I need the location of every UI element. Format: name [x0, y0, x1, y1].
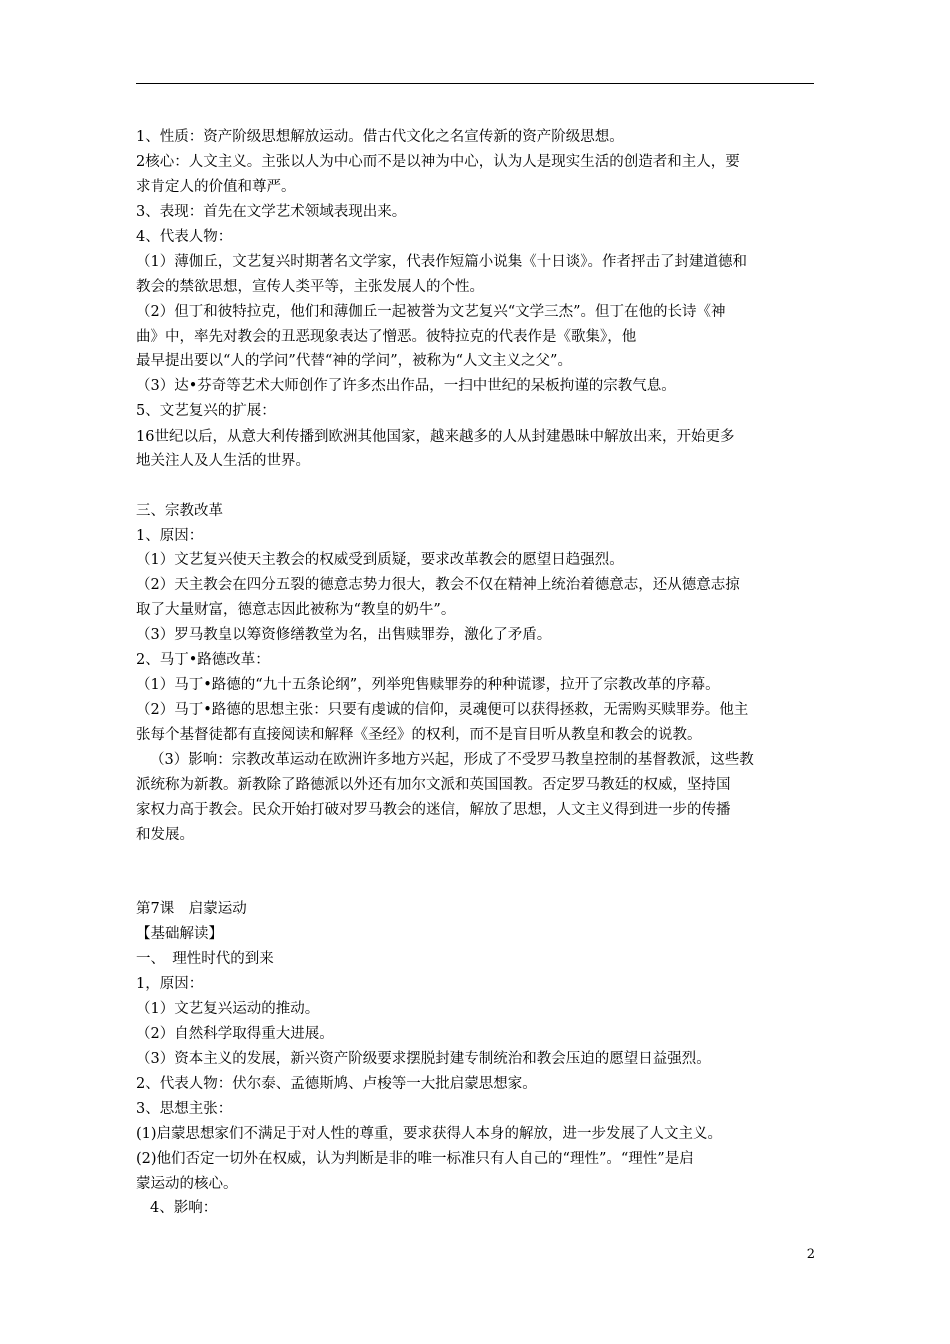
text-line: 1，原因： [136, 976, 204, 992]
text-line: 2、代表人物：伏尔泰、孟德斯鸠、卢梭等一大批启蒙思想家。 [136, 1076, 537, 1092]
text-line: 和发展。 [136, 827, 194, 843]
text-line: 2核心：人文主义。主张以人为中心而不是以神为中心，认为人是现实生活的创造者和主人，要 [136, 154, 740, 170]
text-line: 16世纪以后，从意大利传播到欧洲其他国家，越来越多的人从封建愚昧中解放出来，开始更多 [136, 429, 735, 445]
text-line: （2）天主教会在四分五裂的德意志势力很大，教会不仅在精神上统治着德意志，还从德意志掠 [136, 577, 740, 593]
text-line: 1、原因： [136, 528, 204, 544]
page-number: 2 [806, 1247, 815, 1262]
section-heading: 一、 理性时代的到来 [136, 951, 274, 967]
text-line: (2)他们否定一切外在权威，认为判断是非的唯一标准只有人自己的“理性”。“理性”是启 [136, 1151, 694, 1167]
text-line: 最早提出要以“人的学问”代替“神的学问”，被称为“人文主义之父”。 [136, 353, 572, 369]
text-line: 4、影响： [150, 1200, 218, 1216]
text-line: 3、表现：首先在文学艺术领域表现出来。 [136, 204, 407, 220]
header-rule [136, 83, 814, 84]
text-line: 地关注人及人生活的世界。 [136, 453, 310, 469]
text-line: 5、文艺复兴的扩展： [136, 403, 276, 419]
text-line: （1）马丁•路德的“九十五条论纲”，列举兜售赎罪券的种种谎谬，拉开了宗教改革的序幕。 [136, 677, 720, 693]
text-line: 2、马丁•路德改革： [136, 652, 270, 668]
text-line: 派统称为新教。新教除了路德派以外还有加尔文派和英国国教。否定罗马教廷的权威，坚持国 [136, 777, 731, 793]
text-line: 1、性质：资产阶级思想解放运动。借古代文化之名宣传新的资产阶级思想。 [136, 129, 624, 145]
text-line: （2）马丁•路德的思想主张：只要有虔诚的信仰，灵魂便可以获得拯救，无需购买赎罪券。他主 [136, 702, 749, 718]
text-line: 家权力高于教会。民众开始打破对罗马教会的迷信，解放了思想，人文主义得到进一步的传播 [136, 802, 731, 818]
text-line: （3）达•芬奇等艺术大师创作了许多杰出作品，一扫中世纪的呆板拘谨的宗教气息。 [136, 378, 676, 394]
text-line: （2）自然科学取得重大进展。 [136, 1026, 334, 1042]
text-line: （3）影响：宗教改革运动在欧洲许多地方兴起，形成了不受罗马教皇控制的基督教派，这些教 [150, 752, 754, 768]
text-line: 3、思想主张： [136, 1101, 233, 1117]
text-line: 求肯定人的价值和尊严。 [136, 179, 296, 195]
text-line: 4、代表人物： [136, 229, 233, 245]
text-line: (1)启蒙思想家们不满足于对人性的尊重，要求获得人本身的解放，进一步发展了人文主义。 [136, 1126, 723, 1142]
lesson-title: 第7课 启蒙运动 [136, 901, 247, 917]
text-line: （3）罗马教皇以筹资修缮教堂为名，出售赎罪券，激化了矛盾。 [136, 627, 552, 643]
text-line: 张每个基督徒都有直接阅读和解释《圣经》的权利，而不是盲目听从教皇和教会的说教。 [136, 727, 702, 743]
section-heading: 【基础解读】 [136, 926, 223, 942]
text-line: （3）资本主义的发展，新兴资产阶级要求摆脱封建专制统治和教会压迫的愿望日益强烈。 [136, 1051, 711, 1067]
text-line: （1）文艺复兴使天主教会的权威受到质疑，要求改革教会的愿望日趋强烈。 [136, 552, 624, 568]
text-line: 取了大量财富，德意志因此被称为“教皇的奶牛”。 [136, 602, 456, 618]
section-heading: 三、宗教改革 [136, 503, 223, 519]
text-line: （1）薄伽丘，文艺复兴时期著名文学家，代表作短篇小说集《十日谈》。作者抨击了封建道德和 [136, 254, 747, 270]
text-line: （2）但丁和彼特拉克，他们和薄伽丘一起被誉为文艺复兴“文学三杰”。但丁在他的长诗《神 [136, 304, 726, 320]
text-line: 曲》中，率先对教会的丑恶现象表达了憎恶。彼特拉克的代表作是《歌集》，他 [136, 329, 637, 345]
text-line: 教会的禁欲思想，宣传人类平等，主张发展人的个性。 [136, 279, 484, 295]
text-line: （1）文艺复兴运动的推动。 [136, 1001, 320, 1017]
text-line: 蒙运动的核心。 [136, 1176, 238, 1192]
